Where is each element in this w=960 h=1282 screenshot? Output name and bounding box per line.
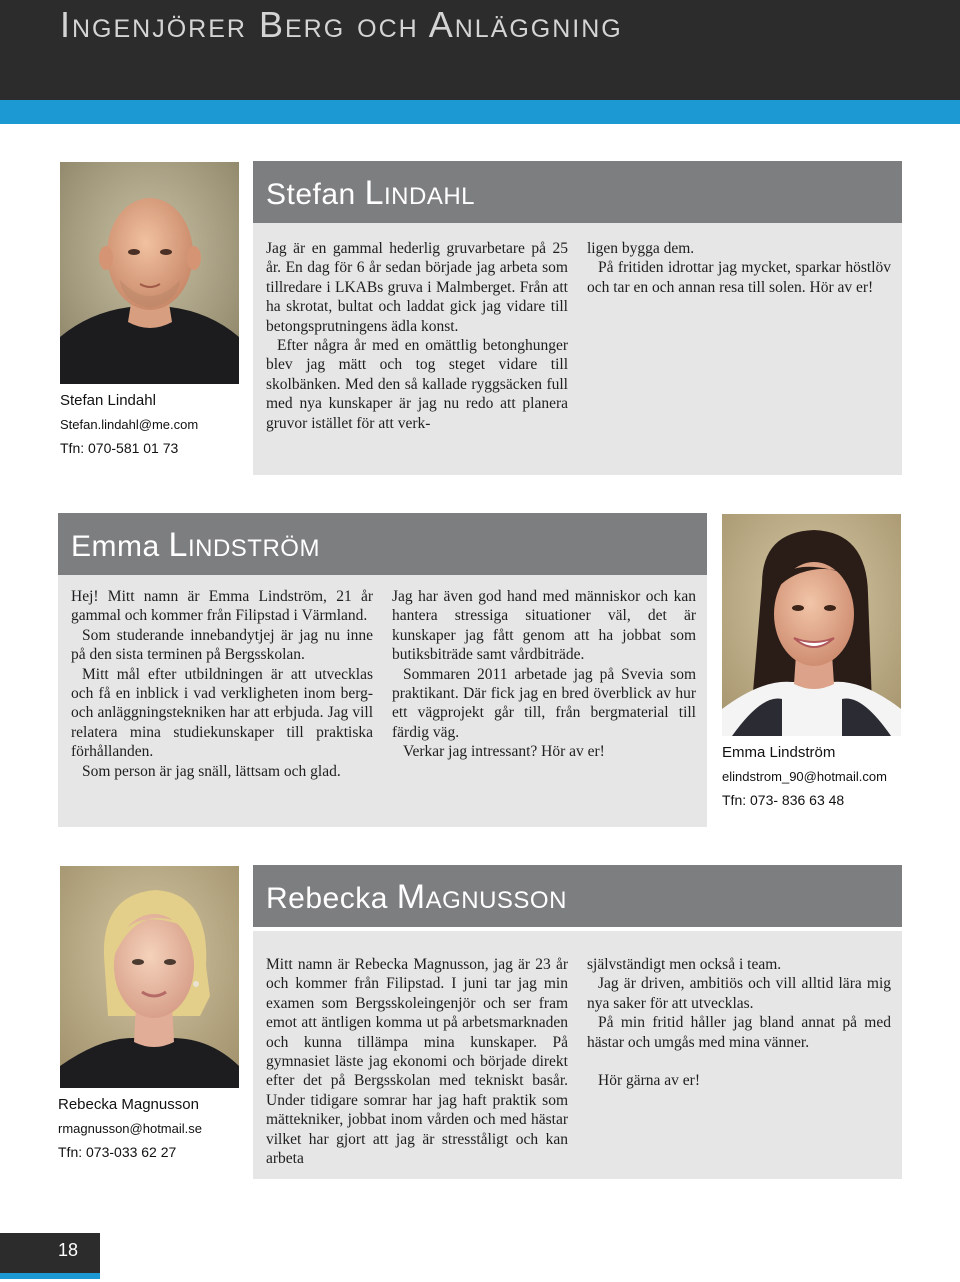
contact-block-emma — [722, 744, 887, 808]
last-name: Lindström — [168, 526, 320, 564]
contact-block-rebecka — [58, 1096, 202, 1160]
first-name: Emma — [71, 530, 160, 563]
last-name: Magnusson — [396, 878, 567, 916]
bio-paragraph: Sommaren 2011 arbetade jag på Svevia som praktikant. Där fick jag en bred överblick av hur ett vägprojekt går till, från bergmaterial till färdig väg. — [392, 665, 696, 741]
profile-photo-stefan — [60, 162, 239, 384]
bio-paragraph: På min fritid håller jag bland annat på med hästar och umgås med mina vänner. — [587, 1014, 891, 1051]
profile-name-heading — [266, 173, 475, 215]
contact-name: Emma Lindström — [722, 744, 836, 761]
name-bar-emma — [58, 513, 707, 575]
page-header — [0, 0, 960, 100]
name-bar-rebecka — [253, 865, 902, 927]
bio-column-1 — [266, 239, 568, 433]
first-name: Rebecka — [266, 882, 388, 915]
page-title: Ingenjörer Berg och Anläggning — [60, 4, 623, 45]
page-number-tab — [0, 1233, 100, 1273]
header-accent-stripe — [0, 100, 960, 124]
bio-paragraph: Jag är driven, ambitiös och vill alltid lära mig nya saker för att utvecklas. — [587, 975, 891, 1012]
profile-name-heading — [266, 877, 567, 919]
contact-name: Rebecka Magnusson — [58, 1096, 199, 1113]
contact-email[interactable]: elindstrom_90@hotmail.com — [722, 769, 887, 784]
contact-phone: Tfn: 070-581 01 73 — [60, 440, 179, 456]
bio-box-emma — [58, 575, 707, 827]
page-tab-accent-stripe — [0, 1273, 100, 1279]
bio-paragraph: självständigt men också i team. — [587, 956, 782, 973]
contact-block-stefan — [60, 392, 198, 456]
bio-column-2 — [587, 239, 891, 297]
bio-paragraph: Hej! Mitt namn är Emma Lindström, 21 år gammal och kommer från Filipstad i Värmland. — [71, 588, 373, 625]
contact-email[interactable]: Stefan.lindahl@me.com — [60, 417, 199, 432]
bio-paragraph: Verkar jag intressant? Hör av er! — [403, 743, 605, 761]
first-name: Stefan — [266, 178, 356, 211]
bio-paragraph: På fritiden idrottar jag mycket, sparkar höstlöv och tar en och annan resa till solen. Hör av er! — [587, 259, 891, 296]
bio-paragraph: Jag är en gammal hederlig gruvarbetare på 25 år. En dag för 6 år sedan började jag arbeta som tillredare i LKABs gruva i Malmberget. Från att ha skrotat, bultat och laddat gick jag vidare till betongsprutningens ädla konst. — [266, 240, 568, 335]
page-number: 18 — [58, 1240, 79, 1260]
bio-paragraph: Efter några år med en omättlig betonghunger blev jag mätt och tog steget vidare till skolbänken. Med den så kallade ryggsäcken full med nya kunskaper är jag nu redo att planera gruvor istället för att verk- — [266, 337, 568, 432]
bio-box-rebecka — [253, 931, 902, 1179]
bio-column-1 — [71, 587, 373, 781]
profile-photo-emma — [722, 514, 901, 736]
bio-paragraph: Som studerande innebandytjej är jag nu inne på den sista terminen på Bergsskolan. — [71, 626, 373, 664]
bio-paragraph: Hör gärna av er! — [598, 1072, 700, 1090]
bio-paragraph: Mitt namn är Rebecka Magnusson, jag är 23 år och kommer från Filipstad. I juni tar jag min examen som Bergsskoleingenjör och ser fram emot att äntligen komma ut på arbetsmarknaden och kunna tillämpa mina kunskaper. På gymnasiet läste jag ekonomi och började direkt efter det på Bergsskolan med tekniskt basår. Under tidigare somrar har jag haft praktik som mättekniker, jobbat inom vården och med hästar vilket har gjort att jag är stresståligt och kan arbeta — [266, 956, 568, 1168]
bio-paragraph: Mitt mål efter utbildningen är att utvecklas och få en inblick i vad verkligheten inom berg- och anläggningstekniken har att erbjuda. Jag vill relatera mina studiekunskaper till praktiska förhållanden. — [71, 665, 373, 761]
profile-photo-rebecka — [60, 866, 239, 1088]
bio-column-1 — [266, 955, 568, 1168]
bio-paragraph: Som person är jag snäll, lättsam och glad. — [82, 762, 341, 780]
contact-email[interactable]: rmagnusson@hotmail.se — [58, 1121, 202, 1136]
bio-paragraph: Jag har även god hand med människor och kan hantera stressiga situationer väl, det är kunskaper jag fått genom att ha jobbat som butiksbiträde samt vårdbiträde. — [392, 588, 696, 664]
last-name: Lindahl — [364, 174, 476, 212]
bio-column-2 — [392, 587, 696, 762]
name-bar-stefan — [253, 161, 902, 223]
contact-name: Stefan Lindahl — [60, 392, 156, 409]
contact-phone: Tfn: 073- 836 63 48 — [722, 792, 845, 808]
bio-box-stefan — [253, 223, 902, 475]
bio-column-2 — [587, 955, 891, 1091]
bio-paragraph: ligen bygga dem. — [587, 240, 695, 257]
profile-name-heading — [71, 525, 320, 567]
contact-phone: Tfn: 073-033 62 27 — [58, 1144, 177, 1160]
